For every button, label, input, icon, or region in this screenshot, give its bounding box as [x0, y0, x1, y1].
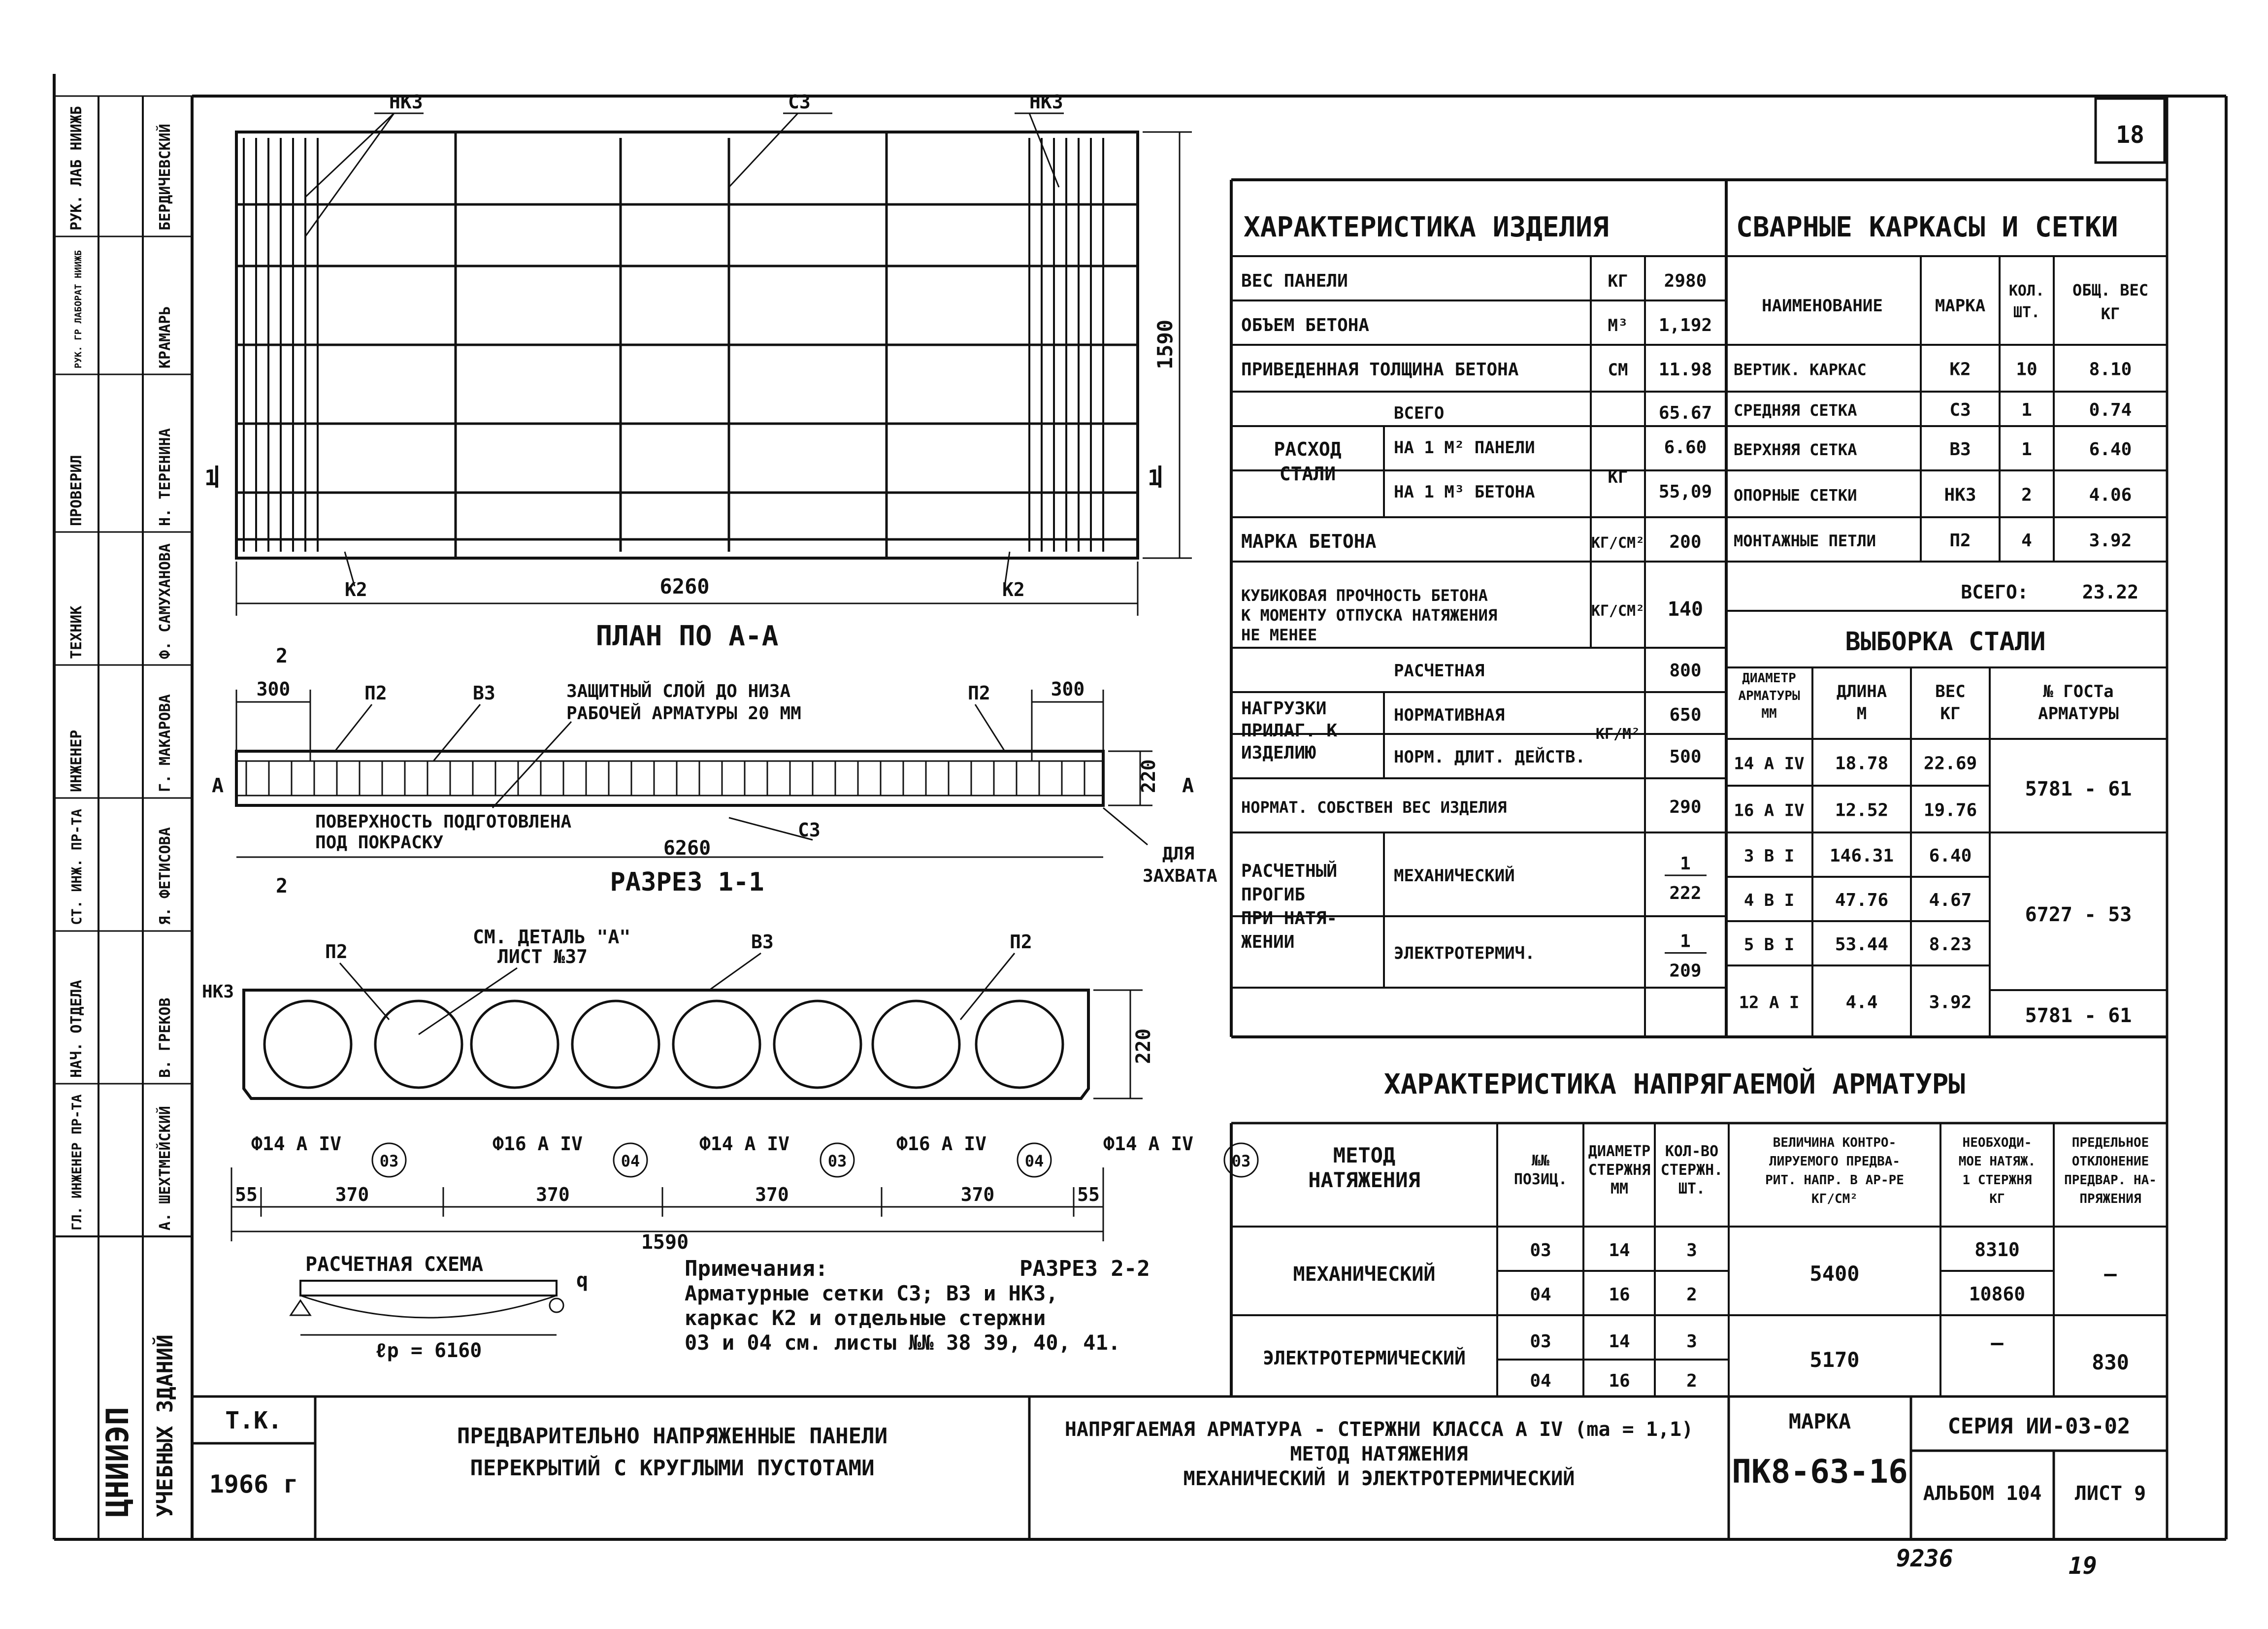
title-year: 1966 г [209, 1470, 298, 1498]
section11-bars [236, 761, 1103, 796]
bar-position: 04 [1024, 1152, 1044, 1170]
steel-header: ДИАМЕТР [1742, 671, 1796, 686]
page-number: 19 [2069, 1552, 2097, 1580]
plan-view [204, 91, 1192, 652]
title-spec: НАПРЯГАЕМАЯ АРМАТУРА - СТЕРЖНИ КЛАССА А IV (mа = 1,1) МЕТОД НАТЯЖЕНИЯ МЕХАНИЧЕСКИЙ И ЭЛЕКТРОТЕРМИЧЕСКИЙ [1064, 1418, 1694, 1490]
grade-label: МАРКА БЕТОНА [1241, 531, 1377, 552]
cube-strength-value: 140 [1667, 598, 1704, 621]
title-sheet: ЛИСТ 9 [2074, 1482, 2146, 1505]
plan-leaders [305, 113, 1059, 586]
cages-row-mark: НК3 [1944, 485, 1976, 505]
tension-mech-force: 10860 [1969, 1283, 2026, 1305]
steel-gost: 6727 - 53 [2025, 903, 2132, 926]
calc-scheme-load: q [576, 1269, 589, 1292]
steel-header: ММ [1761, 706, 1777, 721]
cube-strength-label: КУБИКОВАЯ ПРОЧНОСТЬ БЕТОНА [1241, 586, 1488, 605]
tension-elec-qty: 2 [1686, 1371, 1697, 1391]
tension-elec-pos: 04 [1530, 1371, 1551, 1391]
section11-note-grip: ДЛЯ ЗАХВАТА [1143, 844, 1217, 886]
cages-total-value: 23.22 [2082, 581, 2139, 603]
tension-elec-diam: 14 [1609, 1331, 1630, 1352]
stamp-name: А. ШЕХТМЕЙСКИЙ [157, 1106, 174, 1230]
tension-mech-qty: 2 [1686, 1285, 1697, 1305]
plan-dim-width: 1590 [1153, 319, 1177, 369]
tension-header: НЕОБХОДИ- [1962, 1135, 2032, 1150]
deflection-den: 222 [1669, 883, 1702, 903]
title-album: АЛЬБОМ 104 [1923, 1482, 2042, 1505]
steel-use-label: РАСХОД [1274, 438, 1342, 460]
stamp-role: ИНЖЕНЕР [68, 730, 85, 792]
steel-row-length: 146.31 [1829, 846, 1894, 866]
cages-row-name: СРЕДНЯЯ СЕТКА [1734, 401, 1857, 420]
selfweight-label: НОРМАТ. СОБСТВЕН ВЕС ИЗДЕЛИЯ [1241, 798, 1507, 817]
title-series: СЕРИЯ ИИ-03-02 [1947, 1414, 2131, 1439]
loads-row-value: 800 [1669, 661, 1702, 681]
stamp-name: Я. ФЕТИСОВА [157, 827, 174, 925]
tension-header: СТЕРЖН. [1660, 1162, 1723, 1179]
grade-value: 200 [1669, 532, 1702, 552]
steel-row-weight: 6.40 [1929, 846, 1972, 866]
stamp-role: НАЧ. ОТДЕЛА [68, 980, 85, 1078]
bar-position: 03 [1231, 1152, 1251, 1170]
stamp-role: РУК. ГР ЛАБОРАТ НИИЖБ [73, 250, 84, 368]
title-name: ПРЕДВАРИТЕЛЬНО НАПРЯЖЕННЫЕ ПАНЕЛИ ПЕРЕКРЫТИЙ С КРУГЛЫМИ ПУСТОТАМИ [457, 1424, 888, 1481]
cages-row-mark: П2 [1949, 531, 1971, 551]
tension-elec-label: ЭЛЕКТРОТЕРМИЧЕСКИЙ [1263, 1347, 1466, 1369]
loads-row-value: 500 [1669, 747, 1702, 767]
stamp-role: ТЕХНИК [68, 605, 85, 659]
product-row-label: ОБЪЕМ БЕТОНА [1241, 315, 1370, 335]
grade-unit: КГ/СМ² [1591, 534, 1645, 552]
sheet-number-box [2096, 99, 2165, 163]
section11-mark-right: А [1182, 774, 1194, 797]
bar-position: 03 [827, 1152, 847, 1170]
section22-dim: 55 [1077, 1184, 1100, 1205]
steel-header: КГ [1940, 704, 1961, 724]
cages-row-qty: 1 [2021, 439, 2032, 460]
tension-mech-force: 8310 [1974, 1239, 2020, 1261]
cages-row-qty: 2 [2021, 485, 2032, 505]
product-row-value: 1,192 [1658, 315, 1712, 335]
section22-leaders [340, 953, 1015, 1034]
tension-header: ВЕЛИЧИНА КОНТРО- [1773, 1135, 1897, 1150]
steel-use-row-value: 65.67 [1658, 403, 1712, 423]
steel-header: АРМАТУРЫ [2038, 704, 2119, 724]
tension-elec-diam: 16 [1609, 1371, 1630, 1391]
steel-row-length: 12.52 [1835, 800, 1889, 821]
stamp-name: БЕРДИЧЕВСКИЙ [157, 124, 174, 231]
section22-dim-height: 220 [1132, 1028, 1155, 1064]
sheet-number: 18 [2116, 121, 2144, 149]
steel-use-row-label: НА 1 М³ БЕТОНА [1394, 482, 1535, 502]
section22-dim: 370 [960, 1184, 995, 1205]
steel-header: ДЛИНА [1836, 682, 1887, 701]
loads-row-label: НОРМ. ДЛИТ. ДЕЙСТВ. [1394, 747, 1585, 767]
cages-total-label: ВСЕГО: [1961, 581, 2029, 603]
tension-header: МЕТОД [1333, 1143, 1396, 1167]
cages-row-weight: 3.92 [2089, 531, 2132, 551]
plan-label-k2-left: К2 [345, 579, 367, 600]
plan-longitudinal-bars [236, 204, 1138, 539]
tension-header: КГ/СМ² [1811, 1192, 1858, 1206]
section11-cut-mark-top: 2 [276, 645, 288, 667]
section11-label-p2-left: П2 [364, 682, 387, 704]
section22-detail-ref: СМ. ДЕТАЛЬ "А" ЛИСТ №37 [473, 926, 631, 967]
product-row-value: 11.98 [1658, 360, 1712, 380]
steel-use-unit: КГ [1608, 467, 1628, 487]
cages-row-name: ВЕРТИК. КАРКАС [1734, 360, 1867, 379]
bar-label: Ф14 А IV [1103, 1133, 1194, 1155]
tension-header: ПОЗИЦ. [1513, 1171, 1568, 1188]
cages-row-weight: 4.06 [2089, 485, 2132, 505]
cages-row-name: ОПОРНЫЕ СЕТКИ [1734, 486, 1857, 505]
inventory-number: 9236 [1896, 1545, 1953, 1572]
stamp-name: Г. МАКАРОВА [157, 694, 174, 792]
side-stamp [54, 96, 192, 1539]
cages-row-name: МОНТАЖНЫЕ ПЕТЛИ [1734, 532, 1876, 550]
section22-label-nk3: НК3 [202, 982, 234, 1002]
steel-row-weight: 19.76 [1923, 800, 1977, 821]
tension-header: НАТЯЖЕНИЯ [1308, 1168, 1420, 1192]
cages-row-mark: К2 [1949, 359, 1971, 380]
tension-header: РИТ. НАПР. В АР-РЕ [1765, 1173, 1904, 1188]
calc-scheme-span: ℓр = 6160 [375, 1339, 482, 1362]
plan-label-nk3-left: НК3 [389, 91, 423, 113]
title-mark-value: ПК8-63-16 [1732, 1453, 1908, 1491]
stamp-role: РУК. ЛАБ НИИЖБ [68, 106, 85, 231]
steel-header: ВЕС [1935, 682, 1966, 701]
tension-mech-label: МЕХАНИЧЕСКИЙ [1293, 1263, 1436, 1286]
deflection-label: ПРОГИБ [1241, 885, 1306, 905]
steel-row-diam: 5 В I [1743, 935, 1795, 955]
cube-strength-unit: КГ/СМ² [1591, 602, 1645, 620]
tension-mech-sigma: 5400 [1809, 1262, 1860, 1286]
section11-note-surface: ПОВЕРХНОСТЬ ПОДГОТОВЛЕНА ПОД ПОКРАСКУ [315, 812, 572, 853]
stamp-name: Ф. САМУХАНОВА [157, 543, 174, 659]
cages-row-mark: В3 [1949, 439, 1971, 460]
steel-row-weight: 22.69 [1923, 753, 1977, 774]
plan-title: ПЛАН ПО А-А [595, 620, 779, 652]
product-row-unit: КГ [1608, 271, 1628, 291]
bar-label: Ф16 А IV [896, 1133, 987, 1155]
notes-text: Арматурные сетки С3; В3 и НК3, каркас К2 и отдельные стержни 03 и 04 см. листы №№ 38 39, 40, 41. [685, 1281, 1121, 1355]
deflection-label: ЖЕНИИ [1241, 932, 1295, 952]
steel-row-diam: 12 А I [1739, 993, 1800, 1013]
tension-header: ПРЕДЕЛЬНОЕ [2071, 1135, 2149, 1150]
bar-label: Ф14 А IV [251, 1133, 342, 1155]
section11-label-p2-right: П2 [968, 682, 990, 704]
steel-header: АРМАТУРЫ [1738, 689, 1800, 703]
tension-elec-pos: 03 [1530, 1331, 1551, 1352]
deflection-row-label: МЕХАНИЧЕСКИЙ [1394, 866, 1515, 886]
loads-row-value: 650 [1669, 705, 1702, 725]
steel-row-length: 18.78 [1835, 753, 1889, 774]
cages-row-weight: 6.40 [2089, 439, 2132, 460]
cages-row-weight: 8.10 [2089, 359, 2132, 380]
bar-label: Ф16 А IV [493, 1133, 583, 1155]
section22-dim: 370 [755, 1184, 789, 1205]
right-tables [1231, 180, 2167, 1396]
steel-gost: 5781 - 61 [2025, 778, 2132, 800]
tension-header: ОТКЛОНЕНИЕ [2071, 1154, 2149, 1169]
cages-row-qty: 4 [2021, 531, 2032, 551]
section11-mark-left: А [212, 774, 224, 797]
steel-row-diam: 4 В I [1743, 891, 1795, 910]
notes-heading: Примечания: [685, 1256, 828, 1281]
section22-label-p2-left: П2 [325, 941, 348, 963]
steel-use-row-value: 6.60 [1664, 437, 1707, 458]
cages-row-weight: 0.74 [2089, 400, 2132, 420]
tension-header: ДИАМЕТР [1588, 1143, 1651, 1160]
bar-position: 04 [621, 1152, 640, 1170]
plan-cut-ticks [217, 465, 1160, 488]
steel-row-diam: 16 А IV [1734, 800, 1805, 821]
steel-header: М [1856, 704, 1867, 724]
cages-header: ОБЩ. ВЕС [2072, 281, 2149, 299]
selfweight-value: 290 [1669, 797, 1702, 817]
product-row-label: ПРИВЕДЕННАЯ ТОЛЩИНА БЕТОНА [1241, 360, 1519, 380]
plan-label-nk3-right: НК3 [1029, 91, 1063, 113]
section22-title: РАЗРЕЗ 2-2 [1019, 1256, 1150, 1281]
tension-header: КГ [1989, 1192, 2005, 1206]
section11-dim-300-left: 300 [256, 678, 291, 700]
plan-cut-mark-left: 1 [204, 465, 218, 491]
tension-header: ЛИРУЕМОГО ПРЕДВА- [1769, 1154, 1901, 1169]
cages-header: КГ [2101, 304, 2120, 323]
deflection-num: 1 [1680, 854, 1691, 874]
section22-dim: 370 [335, 1184, 369, 1205]
steel-row-length: 4.4 [1845, 992, 1878, 1013]
cages-row-name: ВЕРХНЯЯ СЕТКА [1734, 440, 1857, 459]
tension-table-title: ХАРАКТЕРИСТИКА НАПРЯГАЕМОЙ АРМАТУРЫ [1383, 1068, 1966, 1100]
tension-mech-diam: 16 [1609, 1285, 1630, 1305]
tension-elec-force: — [1991, 1330, 2004, 1355]
product-row-label: ВЕС ПАНЕЛИ [1241, 271, 1348, 291]
steel-use-row-label: ВСЕГО [1394, 403, 1445, 423]
deflection-num: 1 [1680, 931, 1691, 952]
product-table-title: ХАРАКТЕРИСТИКА ИЗДЕЛИЯ [1244, 211, 1609, 243]
section11-outline [236, 751, 1103, 805]
tension-elec-qty: 3 [1686, 1331, 1697, 1352]
loads-row-label: РАСЧЕТНАЯ [1394, 661, 1485, 681]
steel-row-weight: 4.67 [1929, 890, 1972, 910]
section11-dim-300-right: 300 [1051, 678, 1085, 700]
bar-label: Ф14 А IV [699, 1133, 790, 1155]
section11-cut-mark: 2 [276, 875, 288, 898]
tension-mech-pos: 04 [1530, 1285, 1551, 1305]
loads-label: НАГРУЗКИ [1241, 698, 1327, 719]
cages-row-qty: 1 [2021, 400, 2032, 420]
tension-elec-dev: 830 [2092, 1350, 2129, 1374]
title-mark-label: МАРКА [1788, 1409, 1851, 1433]
cube-strength-label: НЕ МЕНЕЕ [1241, 626, 1317, 644]
tension-mech-diam: 14 [1609, 1240, 1630, 1261]
section11-label-c3: С3 [798, 819, 821, 841]
steel-table-title: ВЫБОРКА СТАЛИ [1845, 627, 2046, 657]
stamp-role: ГЛ. ИНЖЕНЕР ПР-ТА [69, 1094, 85, 1230]
steel-gost: 5781 - 61 [2025, 1004, 2132, 1027]
plan-dim-length: 6260 [659, 574, 710, 598]
section22-dim: 55 [235, 1184, 258, 1205]
tension-header: ПРЯЖЕНИЯ [2079, 1192, 2141, 1206]
loads-label: ИЗДЕЛИЮ [1241, 743, 1316, 763]
steel-row-length: 53.44 [1835, 934, 1889, 955]
steel-row-weight: 8.23 [1929, 934, 1972, 955]
plan-label-c3: С3 [788, 91, 811, 113]
steel-header: № ГОСТа [2043, 682, 2114, 701]
cube-strength-label: К МОМЕНТУ ОТПУСКА НАТЯЖЕНИЯ [1241, 606, 1498, 625]
tension-mech-pos: 03 [1530, 1240, 1551, 1261]
tension-elec-sigma: 5170 [1809, 1348, 1860, 1372]
deflection-row-label: ЭЛЕКТРОТЕРМИЧ. [1394, 943, 1535, 964]
cages-header: ШТ. [2013, 304, 2040, 321]
cages-row-qty: 10 [2016, 359, 2038, 380]
loads-label: ПРИЛАГ. К [1241, 721, 1338, 741]
section-2-2 [202, 926, 1258, 1281]
section22-label-p2-right: П2 [1010, 931, 1032, 953]
steel-row-length: 47.76 [1835, 890, 1889, 910]
title-code: Т.К. [225, 1407, 282, 1434]
loads-row-label: НОРМАТИВНАЯ [1394, 705, 1505, 725]
deflection-label: ПРИ НАТЯ- [1241, 908, 1338, 929]
stamp-name: КРАМАРЬ [157, 306, 174, 368]
section22-label-b3: В3 [751, 931, 774, 953]
cages-header: КОЛ. [2008, 282, 2045, 299]
product-row-unit: СМ [1608, 360, 1628, 380]
bar-position: 03 [379, 1152, 399, 1170]
tension-header: ММ [1610, 1180, 1629, 1197]
steel-use-row-value: 55,09 [1658, 482, 1712, 502]
tension-header: ШТ. [1678, 1180, 1706, 1197]
cages-header: МАРКА [1935, 296, 1986, 316]
section-1-1 [212, 645, 1217, 898]
section22-outline [244, 990, 1088, 1098]
section11-dim-length: 6260 [663, 837, 711, 860]
steel-row-weight: 3.92 [1929, 992, 1972, 1013]
deflection-den: 209 [1669, 961, 1702, 981]
tension-header: КОЛ-ВО [1665, 1143, 1719, 1160]
stamp-name: Н. ТЕРЕНИНА [157, 428, 174, 526]
section11-title: РАЗРЕЗ 1-1 [610, 867, 764, 897]
calc-scheme [291, 1253, 588, 1362]
section11-note-protective: ЗАЩИТНЫЙ СЛОЙ ДО НИЗА РАБОЧЕЙ АРМАТУРЫ 20 ММ [566, 681, 801, 724]
tension-header: 1 СТЕРЖНЯ [1962, 1173, 2032, 1188]
loads-unit: КГ/М² [1595, 726, 1641, 743]
steel-use-label: СТАЛИ [1279, 463, 1336, 485]
plan-cut-mark-right: 1 [1148, 465, 1161, 491]
section11-ribs [246, 761, 1085, 796]
tension-mech-qty: 3 [1686, 1240, 1697, 1261]
calc-scheme-title: РАСЧЕТНАЯ СХЕМА [305, 1253, 484, 1276]
product-row-unit: М³ [1608, 316, 1628, 335]
steel-row-diam: 3 В I [1743, 846, 1795, 866]
cages-table-title: СВАРНЫЕ КАРКАСЫ И СЕТКИ [1736, 211, 2118, 243]
stamp-name: В. ГРЕКОВ [157, 997, 174, 1078]
product-row-value: 2980 [1664, 271, 1707, 291]
stamp-role: СТ. ИНЖ. ПР-ТА [68, 808, 85, 925]
institute-name: ЦНИИЭП [99, 1407, 135, 1517]
tension-mech-dev: — [2104, 1262, 2117, 1286]
stamp-role: ПРОВЕРИЛ [68, 455, 85, 526]
tension-header: №№ [1531, 1152, 1550, 1169]
section22-dim-total: 1590 [641, 1231, 689, 1254]
plan-label-k2-right: К2 [1002, 579, 1025, 600]
cages-row-mark: С3 [1949, 400, 1971, 420]
tension-header: МОЕ НАТЯЖ. [1958, 1154, 2036, 1169]
section11-label-b3: В3 [473, 682, 495, 704]
section11-dim-height: 220 [1138, 759, 1159, 793]
section22-dim: 370 [536, 1184, 570, 1205]
tension-header: ПРЕДВАР. НА- [2064, 1173, 2157, 1188]
cages-header: НАИМЕНОВАНИЕ [1762, 296, 1883, 316]
deflection-label: РАСЧЕТНЫЙ [1241, 861, 1338, 881]
steel-use-row-label: НА 1 М² ПАНЕЛИ [1394, 438, 1535, 458]
steel-row-diam: 14 А IV [1734, 754, 1805, 774]
institute-subtitle: УЧЕБНЫХ ЗДАНИЙ [153, 1334, 178, 1517]
tension-header: СТЕРЖНЯ [1588, 1162, 1651, 1179]
